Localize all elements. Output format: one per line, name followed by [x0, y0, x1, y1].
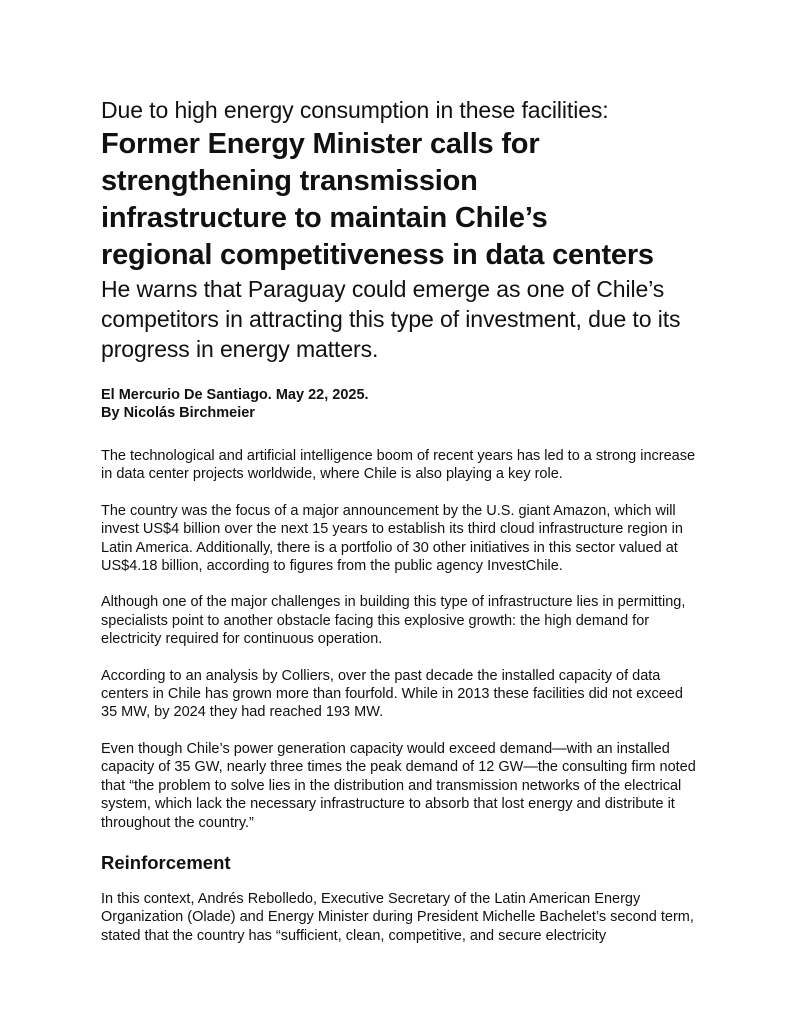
body-paragraph: According to an analysis by Colliers, over the past decade the installed capacity of data centers in Chile has grown more than fourfold. While in 2013 these facilities did not exceed 35 MW, by 2024 they had reached 193 MW. [101, 667, 683, 721]
body-paragraph: In this context, Andrés Rebolledo, Executive Secretary of the Latin American Energy Organization (Olade) and Energy Minister during President Michelle Bachelet’s second term, stated that the country has “sufficient, clean, competitive, and secure electricity [101, 890, 694, 944]
section-heading: Reinforcement [101, 851, 231, 873]
headline-line: infrastructure to maintain Chile’s [101, 202, 548, 234]
author-line: By Nicolás Birchmeier [101, 405, 255, 421]
deck-line: progress in energy matters. [101, 336, 379, 362]
article-byline [101, 386, 701, 422]
headline-line: Former Energy Minister calls for [101, 128, 540, 160]
article-kicker: Due to high energy consumption in these facilities: [101, 97, 609, 123]
body-paragraph: The technological and artificial intelligence boom of recent years has led to a strong increase in data center projects worldwide, where Chile is also playing a key role. [101, 448, 696, 483]
headline-line: strengthening transmission [101, 165, 478, 197]
deck-line: competitors in attracting this type of investment, due to its [101, 306, 681, 332]
body-paragraph: Although one of the major challenges in building this type of infrastructure lies in permitting, specialists point to another obstacle facing this explosive growth: the high demand for electricity required for continuous operation. [101, 594, 686, 648]
headline-line: regional competitiveness in data centers [101, 239, 654, 271]
article-deck [101, 274, 701, 364]
body-paragraph: Even though Chile’s power generation capacity would exceed demand—with an installed capacity of 35 GW, nearly three times the peak demand of 12 GW—the consulting firm noted that “the problem to solve lies in the distribution and transmission networks of the electrical system, which lack the necessary infrastructure to absorb that lost energy and distribute it throughout the country.” [101, 740, 696, 831]
article-body [101, 447, 701, 832]
section-body [101, 890, 701, 945]
article-headline [101, 126, 701, 274]
body-paragraph: The country was the focus of a major announcement by the U.S. giant Amazon, which will invest US$4 billion over the next 15 years to establish its third cloud infrastructure region in Latin America. Additionally, there is a portfolio of 30 other initiatives in this sector valued at US$4.18 billion, according to figures from the public agency InvestChile. [101, 502, 683, 575]
article-page [101, 96, 701, 945]
deck-line: He warns that Paraguay could emerge as one of Chile’s [101, 276, 665, 302]
source-line: El Mercurio De Santiago. May 22, 2025. [101, 387, 369, 403]
